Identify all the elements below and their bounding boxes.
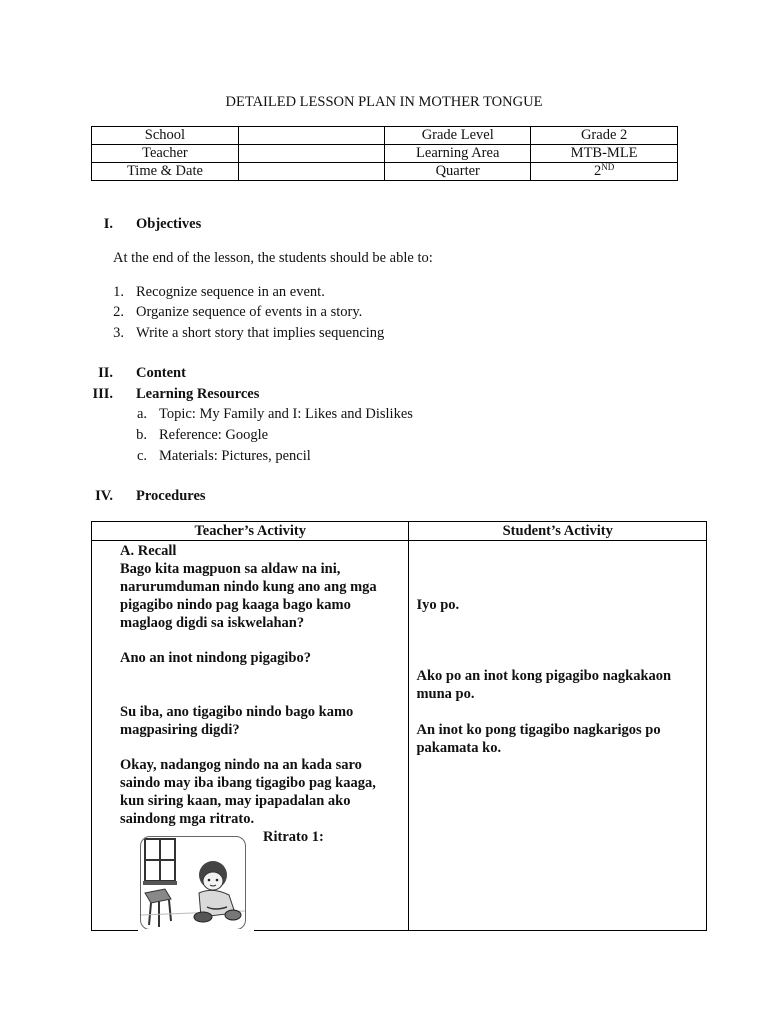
quarter-number: 2	[593, 163, 602, 179]
student-response: Ako po an inot kong pigagibo nagkakaon	[416, 668, 672, 684]
teacher-line: maglaog digdi sa iskwelahan?	[120, 615, 305, 631]
section-heading-procedures: Procedures	[136, 488, 206, 504]
table-row	[92, 145, 678, 163]
child-tying-shoes-illustration	[141, 837, 245, 929]
time-date-value	[238, 163, 384, 181]
column-header-student: Student’s Activity	[409, 522, 707, 541]
list-item: Recognize sequence in an event.	[136, 284, 325, 300]
section-heading-learning-resources: Learning Resources	[136, 386, 260, 402]
table-row	[92, 127, 678, 145]
objectives-intro: At the end of the lesson, the students should be able to:	[113, 250, 433, 266]
list-item-number: 3.	[113, 325, 124, 341]
learning-area-label: Learning Area	[385, 145, 531, 163]
quarter-value	[531, 163, 678, 181]
table-row	[92, 541, 707, 931]
table-row	[92, 163, 678, 181]
table-header-row	[92, 522, 707, 541]
recall-heading: A. Recall	[120, 543, 177, 559]
teacher-line: kun siring kaan, may ipapadalan ako	[120, 793, 351, 809]
quarter-label: Quarter	[385, 163, 531, 181]
child-picture	[140, 836, 246, 930]
student-response: muna po.	[416, 686, 475, 702]
teacher-line: Su iba, ano tigagibo nindo bago kamo	[120, 704, 354, 720]
list-item: Organize sequence of events in a story.	[136, 304, 363, 320]
section-heading-content: Content	[136, 365, 186, 381]
picture-label: Ritrato 1:	[263, 829, 324, 845]
teacher-line: Ano an inot nindong pigagibo?	[120, 650, 311, 666]
column-header-teacher: Teacher’s Activity	[92, 522, 409, 541]
time-date-label: Time & Date	[92, 163, 239, 181]
section-number: III.	[92, 386, 113, 402]
section-number: IV.	[95, 488, 113, 504]
list-item: Write a short story that implies sequencing	[136, 325, 385, 341]
section-heading-objectives: Objectives	[136, 216, 202, 232]
list-item-letter: b.	[136, 427, 147, 443]
teacher-label: Teacher	[92, 145, 239, 163]
teacher-value	[238, 145, 384, 163]
lesson-info-table	[91, 126, 678, 181]
procedures-table	[91, 521, 707, 931]
student-activity-cell	[409, 541, 707, 931]
student-response: An inot ko pong tigagibo nagkarigos po	[416, 722, 661, 738]
list-item: Reference: Google	[159, 427, 269, 443]
teacher-line: saindong mga ritrato.	[120, 811, 255, 827]
list-item-letter: c.	[136, 448, 147, 464]
picture-bottom-mask	[138, 929, 254, 933]
list-item-number: 2.	[113, 304, 124, 320]
section-number: II.	[98, 365, 113, 381]
document-title: DETAILED LESSON PLAN IN MOTHER TONGUE	[225, 94, 543, 110]
quarter-suffix: ND	[601, 162, 615, 172]
learning-area-value: MTB-MLE	[531, 145, 678, 163]
teacher-line: Bago kita magpuon sa aldaw na ini,	[120, 561, 341, 577]
school-value	[238, 127, 384, 145]
school-label: School	[92, 127, 239, 145]
list-item-number: 1.	[113, 284, 124, 300]
teacher-line: Okay, nadangog nindo na an kada saro	[120, 757, 362, 773]
list-item-letter: a.	[136, 406, 147, 422]
list-item: Materials: Pictures, pencil	[159, 448, 311, 464]
grade-level-label: Grade Level	[385, 127, 531, 145]
student-response: Iyo po.	[416, 597, 460, 613]
teacher-activity-cell	[92, 541, 409, 931]
list-item: Topic: My Family and I: Likes and Dislikes	[159, 406, 413, 422]
section-number: I.	[103, 216, 113, 232]
student-response: pakamata ko.	[416, 740, 502, 756]
grade-level-value: Grade 2	[531, 127, 678, 145]
teacher-line: saindo may iba ibang tigagibo pag kaaga,	[120, 775, 376, 791]
teacher-line: pigagibo nindo pag kaaga bago kamo	[120, 597, 351, 613]
teacher-line: magpasiring digdi?	[120, 722, 240, 738]
teacher-line: narurumduman nindo kung ano ang mga	[120, 579, 377, 595]
